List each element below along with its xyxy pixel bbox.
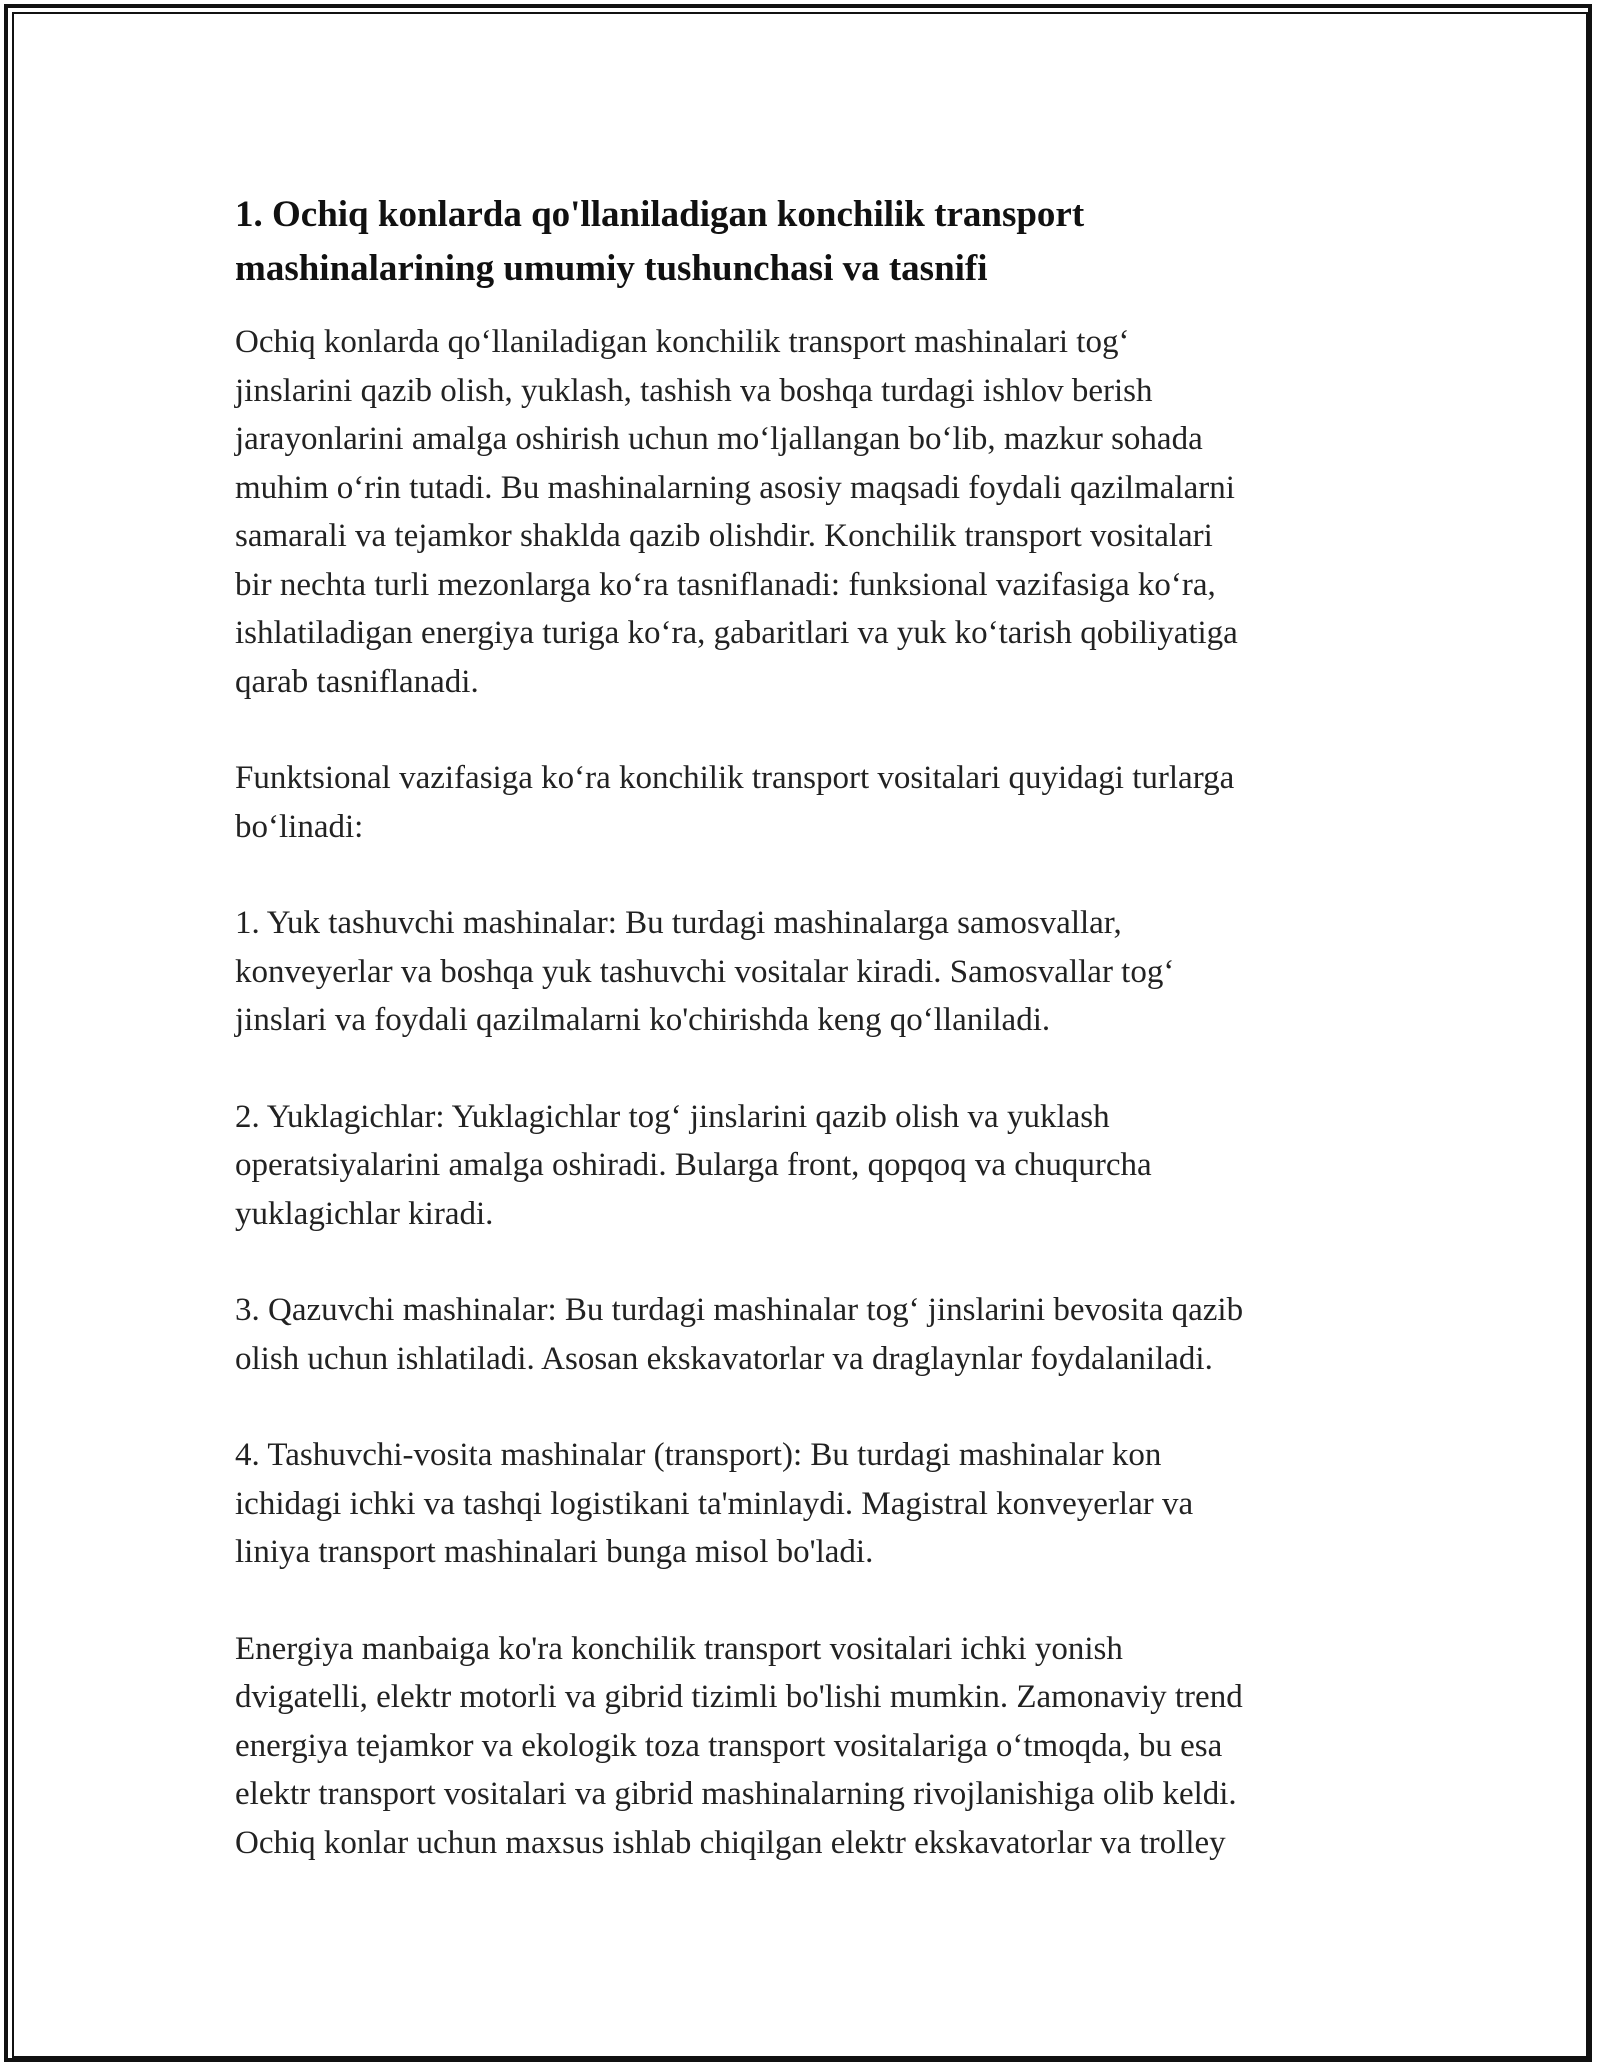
text-line: 2. Yuklagichlar: Yuklagichlar tog‘ jinslarini qazib olish va yuklash (235, 1098, 1110, 1135)
text-line: elektr transport vositalari va gibrid mashinalarning rivojlanishiga olib keldi. (235, 1776, 1237, 1812)
text-line: Ochiq konlarda qo‘llaniladigan konchilik transport mashinalari tog‘ (235, 324, 1130, 360)
paragraph-item-4 (235, 1431, 1365, 1577)
text-line: 3. Qazuvchi mashinalar: Bu turdagi mashinalar tog‘ jinslarini bevosita qazib (235, 1292, 1244, 1328)
text-line: yuklagichlar kiradi. (235, 1195, 494, 1232)
heading-line: mashinalarining umumiy tushunchasi va tasnifi (235, 248, 988, 289)
heading-line: 1. Ochiq konlarda qo'llaniladigan konchilik transport (235, 194, 1085, 235)
text-line: Funktsional vazifasiga ko‘ra konchilik transport vositalari quyidagi turlarga (235, 760, 1235, 796)
paragraph-item-2 (235, 1093, 1365, 1239)
text-line: muhim o‘rin tutadi. Bu mashinalarning asosiy maqsadi foydali qazilmalarni (235, 469, 1235, 506)
text-line: operatsiyalarini amalga oshiradi. Bularga front, qopqoq va chuqurcha (235, 1147, 1152, 1183)
text-line: jarayonlarini amalga oshirish uchun mo‘ljallangan bo‘lib, mazkur sohada (235, 421, 1203, 457)
paragraph-functional (235, 754, 1365, 851)
text-line: ishlatiladigan energiya turiga ko‘ra, gabaritlari va yuk ko‘tarish qobiliyatiga (235, 615, 1238, 651)
paragraph-intro (235, 318, 1365, 706)
text-line: Energiya manbaiga ko'ra konchilik transport vositalari ichki yonish (235, 1630, 1123, 1667)
text-line: bir nechta turli mezonlarga ko‘ra tasniflanadi: funksional vazifasiga ko‘ra, (235, 566, 1216, 603)
text-line: jinslari va foydali qazilmalarni ko'chirishda keng qo‘llaniladi. (235, 1002, 1051, 1038)
text-line: qarab tasniflanadi. (235, 663, 479, 700)
document-body (235, 188, 1365, 1915)
text-line: 4. Tashuvchi-vosita mashinalar (transport): Bu turdagi mashinalar kon (235, 1437, 1162, 1473)
text-line: liniya transport mashinalari bunga misol bo'ladi. (235, 1534, 874, 1570)
text-line: energiya tejamkor va ekologik toza transport vositalariga o‘tmoqda, bu esa (235, 1727, 1223, 1764)
text-line: ichidagi ichki va tashqi logistikani ta'minlaydi. Magistral konveyerlar va (235, 1485, 1194, 1522)
paragraph-item-3 (235, 1286, 1365, 1383)
paragraph-item-1 (235, 899, 1365, 1045)
text-line: bo‘linadi: (235, 808, 364, 845)
text-line: samarali va tejamkor shaklda qazib olishdir. Konchilik transport vositalari (235, 518, 1213, 554)
text-line: 1. Yuk tashuvchi mashinalar: Bu turdagi mashinalarga samosvallar, (235, 905, 1122, 941)
paragraph-energy (235, 1625, 1365, 1868)
text-line: Ochiq konlar uchun maxsus ishlab chiqilgan elektr ekskavatorlar va trolley (235, 1824, 1226, 1861)
text-line: olish uchun ishlatiladi. Asosan ekskavatorlar va draglaynlar foydalaniladi. (235, 1340, 1213, 1377)
text-line: dvigatelli, elektr motorli va gibrid tizimli bo'lishi mumkin. Zamonaviy trend (235, 1679, 1243, 1715)
text-line: jinslarini qazib olish, yuklash, tashish va boshqa turdagi ishlov berish (235, 372, 1153, 409)
text-line: konveyerlar va boshqa yuk tashuvchi vositalar kiradi. Samosvallar tog‘ (235, 953, 1175, 990)
section-heading (235, 188, 1365, 296)
